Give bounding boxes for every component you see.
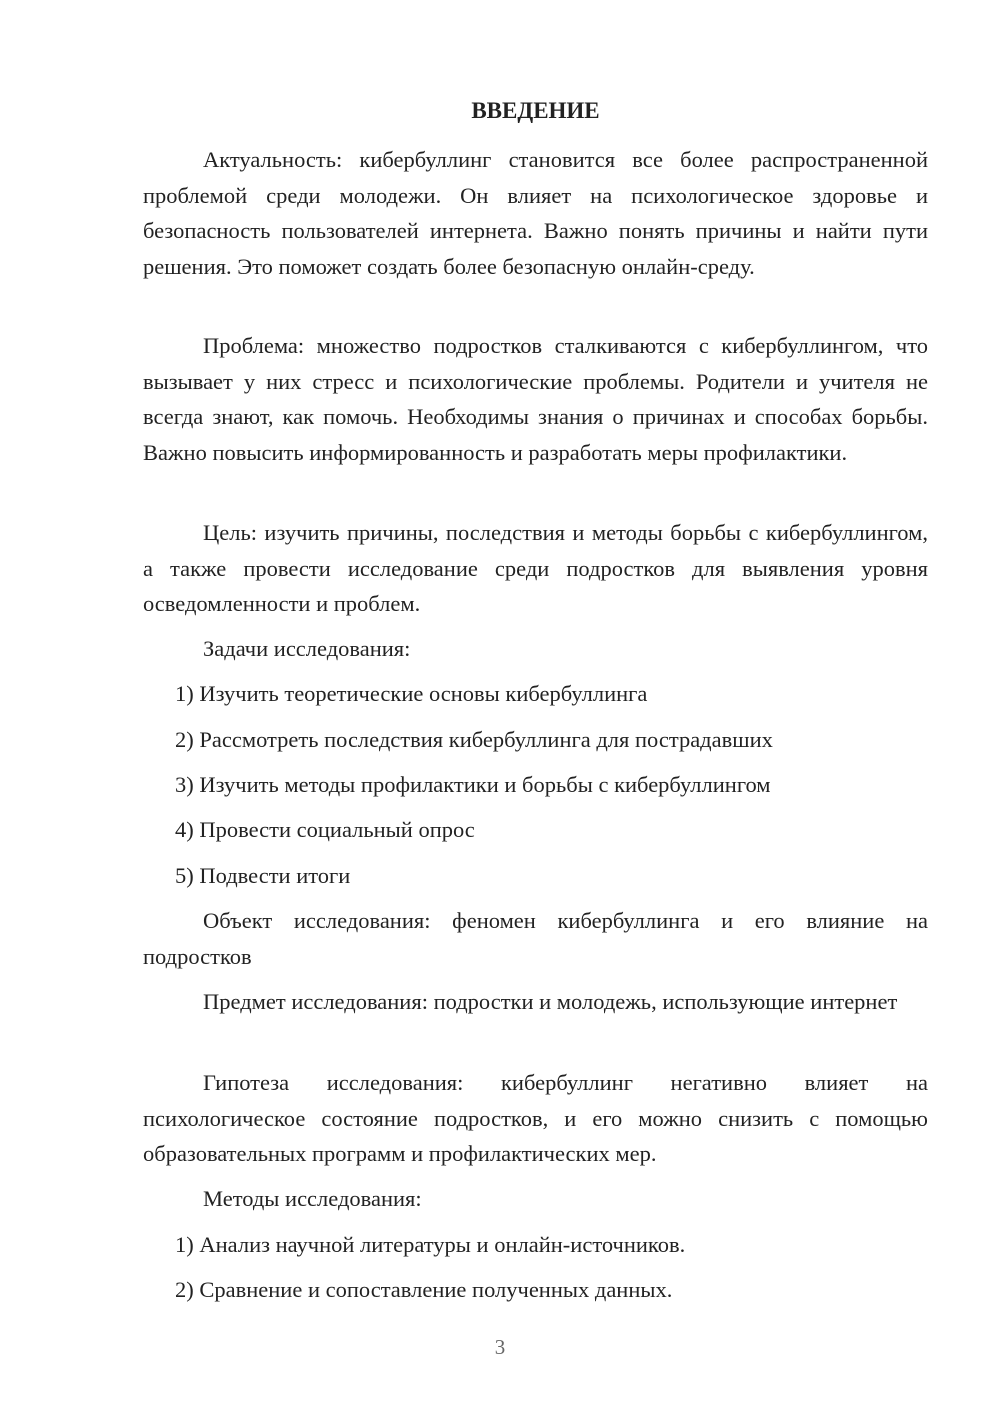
tasks-title: Задачи исследования: [203,636,411,661]
hypothesis-paragraph: Гипотеза исследования: кибербуллинг негативно влияет на психологическое состояние подростков, и его можно снизить с помощью образовательных программ и профилактических мер. [143,1070,928,1166]
page-number: 3 [494,1335,506,1359]
task-item-3: 3) Изучить методы профилактики и борьбы с кибербуллингом [175,772,771,797]
section-heading: ВВЕДЕНИЕ [471,98,600,123]
task-item-1: 1) Изучить теоретические основы кибербуллинга [175,681,648,706]
task-item-4: 4) Провести социальный опрос [175,817,475,842]
goal-paragraph: Цель: изучить причины, последствия и методы борьбы с кибербуллингом, а также провести исследование среди подростков для выявления уровня осведомленности и проблем. [143,520,928,616]
problem-paragraph: Проблема: множество подростков сталкиваются с кибербуллингом, что вызывает у них стресс и психологические проблемы. Родители и учителя не всегда знают, как помочь. Необходимы знания о причинах и способах борьбы. Важно повысить информированность и разработать меры профилактики. [143,333,928,465]
methods-title: Методы исследования: [203,1186,422,1211]
method-item-1: 1) Анализ научной литературы и онлайн-источников. [175,1232,686,1257]
task-item-2: 2) Рассмотреть последствия кибербуллинга для пострадавших [175,727,773,752]
relevance-paragraph: Актуальность: кибербуллинг становится все более распространенной проблемой среди молодежи. Он влияет на психологическое здоровье и безопасность пользователей интернета. Важно понять причины и найти пути решения. Это поможет создать более безопасную онлайн-среду. [143,147,928,279]
object-paragraph: Объект исследования: феномен кибербуллинга и его влияние на подростков [143,908,928,969]
task-item-5: 5) Подвести итоги [175,863,351,888]
method-item-2: 2) Сравнение и сопоставление полученных данных. [175,1277,673,1302]
subject-paragraph: Предмет исследования: подростки и молодежь, использующие интернет [203,989,898,1014]
